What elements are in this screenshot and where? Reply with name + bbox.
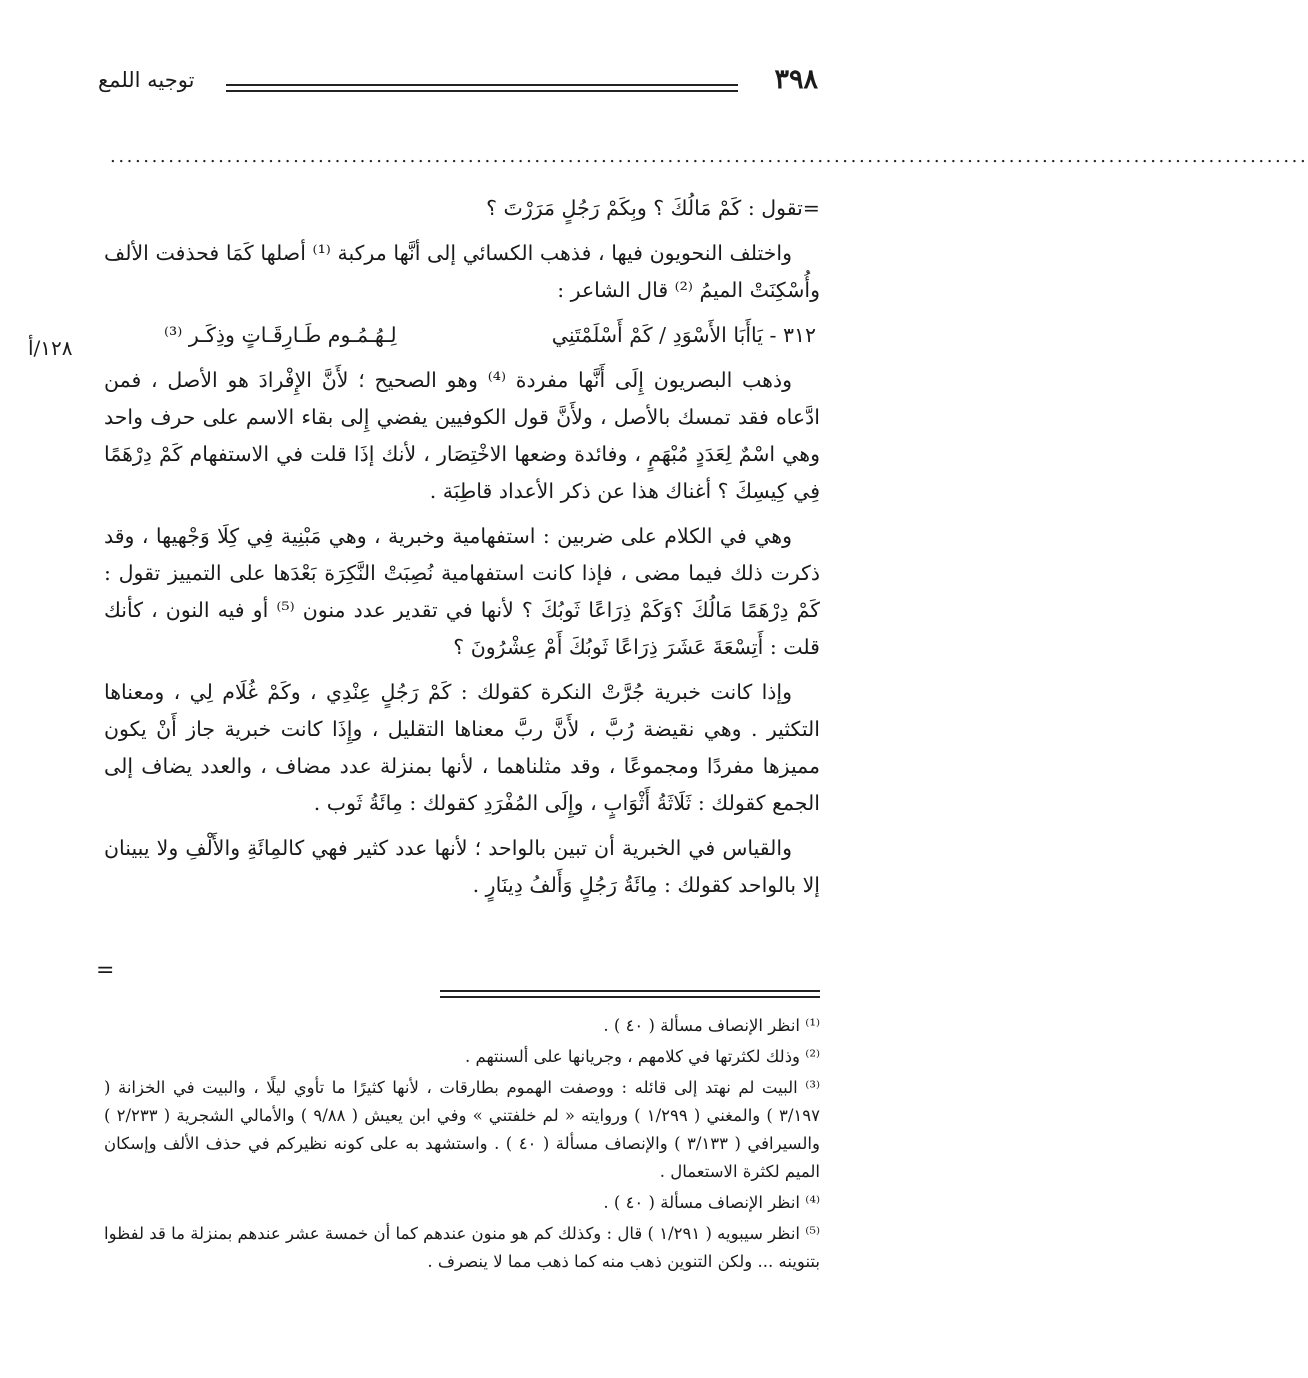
paragraph-1: =تقول : كَمْ مَالُكَ ؟ وبِكَمْ رَجُلٍ مَرَرْتَ ؟: [486, 196, 820, 220]
manuscript-folio-marker: ١٢٨/أ: [28, 336, 73, 360]
footnote-2: ⁽²⁾ وذلك لكثرتها في كلامهم ، وجريانها على ألسنتهم .: [464, 1047, 820, 1066]
footnote-5: ⁽⁵⁾ انظر سيبويه ( ١/٢٩١ ) قال : وكذلك كم هو منون عندهم كما أن خمسة عشر عندهم بمنزلة ما قد لفظوا بتنوينه ... ولكن التنوين ذهب منه كما ذهب مما لا ينصرف .: [104, 1224, 820, 1271]
paragraph-5: وإذا كانت خبرية جُرَّتْ النكرة كقولك : كَمْ رَجُلٍ عِنْدِي ، وكَمْ غُلَام لِي ، ومعناها التكثير . وهي نقيضة رُبَّ ، لأَنَّ ربَّ معناها التقليل ، وإِذَا كانت خبرية جاز أَنْ يكون مميزها مفردًا ومجموعًا ، وقد مثلناهما ، لأنها بمنزلة عدد مضاف ، والعدد يضاف إلى الجمع كقولك : ثَلَاثَةُ أَثْوَابٍ ، وإِلَى المُفْرَدِ كقولك : مِائَةُ ثَوب .: [104, 680, 820, 815]
continuation-mark: =: [96, 958, 115, 983]
poetry-verse: [104, 317, 820, 354]
header-rule: [226, 84, 738, 92]
footnote-rule: [440, 990, 820, 998]
page-header: [98, 64, 818, 106]
dotted-separator: ................................................................................................................................................: [110, 146, 1308, 167]
footnote-1: ⁽¹⁾ انظر الإنصاف مسألة ( ٤٠ ) .: [603, 1016, 820, 1035]
footnote-4: ⁽⁴⁾ انظر الإنصاف مسألة ( ٤٠ ) .: [603, 1193, 820, 1212]
verse-first-hemistich: ٣١٢ - يَاأَبَا الأَسْوَدِ / كَمْ أَسْلَمْتَنِي: [551, 323, 816, 347]
footnotes: [104, 1012, 820, 1279]
main-text: [104, 190, 820, 912]
paragraph-4: وهي في الكلام على ضربين : استفهامية وخبرية ، وهي مَبْنِية فِي كِلَا وَجْهيها ، وقد ذكرت ذلك فيما مضى ، فإذا كانت استفهامية نُصِبَتْ النَّكِرَة بَعْدَها على التمييز تقول : كَمْ دِرْهَمًا مَالُكَ ؟وَكَمْ ذِرَاعًا ثَوبُكَ ؟ لأنها في تقدير عدد منون ⁽⁵⁾ أو فيه النون ، كأنك قلت : أَتِسْعَةَ عَشَرَ ذِرَاعًا ثَوبُكَ أَمْ عِشْرُونَ ؟: [104, 524, 820, 659]
paragraph-6: والقياس في الخبرية أن تبين بالواحد ؛ لأنها عدد كثير فهي كالمِائَةِ والأَلْفِ ولا يبينان إلا بالواحد كقولك : مِائَةُ رَجُلٍ وَأَلفُ دِينَارٍ .: [104, 836, 820, 897]
paragraph-2: واختلف النحويون فيها ، فذهب الكسائي إلى أنَّها مركبة ⁽¹⁾ أصلها كَمَا فحذفت الألف وأُسْكِنَتْ الميمُ ⁽²⁾ قال الشاعر :: [104, 241, 820, 302]
footnote-3: ⁽³⁾ البيت لم نهتد إلى قائله : ووصفت الهموم بطارقات ، لأنها كثيرًا ما تأوي ليلًا ، والبيت في الخزانة ( ٣/١٩٧ ) والمغني ( ١/٢٩٩ ) وروايته « لم خلفتني » وفي ابن يعيش ( ٩/٨٨ ) والأمالي الشجرية ( ٢/٢٣٣ ) والسيرافي ( ٣/١٣٣ ) والإنصاف مسألة ( ٤٠ ) . واستشهد به على كونه نظيركم في حذف الألف وإسكان الميم لكثرة الاستعمال .: [104, 1078, 820, 1181]
running-title: توجيه اللمع: [98, 68, 195, 92]
page-number: ٣٩٨: [774, 64, 818, 95]
paragraph-3: وذهب البصريون إِلَى أَنَّها مفردة ⁽⁴⁾ وهو الصحيح ؛ لأَنَّ الإِفْرادَ هو الأصل ، فمن ادَّعاه فقد تمسك بالأصل ، ولأَنَّ قول الكوفيين يفضي إِلى بقاء الاسم على حرف واحد وهي اسْمٌ لِعَدَدٍ مُبْهَمٍ ، وفائدة وضعها الاخْتِصَار ، لأنك إذَا قلت في الاستفهام كَمْ دِرْهَمًا فِي كِيسِكَ ؟ أغناك هذا عن ذكر الأعداد قاطِبَة .: [104, 368, 820, 503]
verse-second-hemistich: لِـهُـمُـوم طَـارِقَـاتٍ وذِكَـر ⁽³⁾: [164, 323, 397, 347]
